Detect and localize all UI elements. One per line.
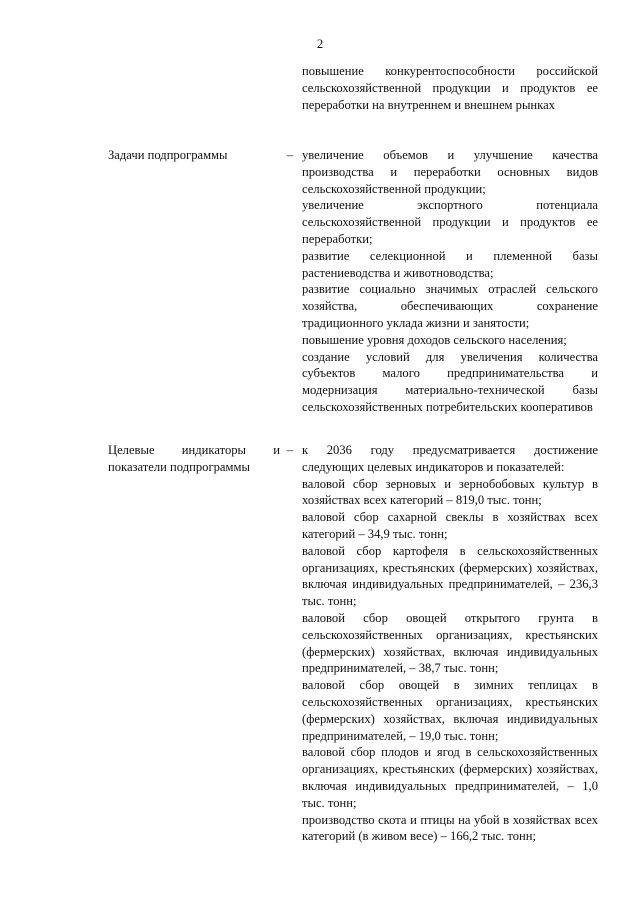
task-item: увеличение объемов и улучшение качества производства и переработки основных видов сельскохозяйственной продукции; (302, 148, 598, 196)
tasks-label: Задачи подпрограммы (108, 148, 228, 162)
indicator-item: валовой сбор овощей в зимних теплицах в сельскохозяйственных организациях, крестьянских (фермерских) хозяйствах, включая индивидуальных предпринимателей, – 19,0 тыс. тонн; (302, 678, 598, 743)
indicator-item: валовой сбор зерновых и зернобобовых культур в хозяйствах всех категорий – 819,0 тыс. тонн; (302, 476, 598, 508)
tasks-label-cell (108, 147, 280, 164)
indicators-label-cell (108, 442, 280, 476)
tasks-dash: – (286, 148, 294, 162)
task-item: повышение уровня доходов сельского населения; (302, 332, 567, 347)
indicators-list (302, 442, 598, 845)
task-item: развитие селекционной и племенной базы растениеводства и животноводства; (302, 248, 598, 280)
goal-continuation-cell (302, 63, 598, 113)
page-number: 2 (316, 37, 324, 51)
indicators-label: Целевые индикаторы и показатели подпрограммы (108, 443, 280, 474)
task-item: создание условий для увеличения количества субъектов малого предпринимательства и модернизация материально-технической базы сельскохозяйственных потребительских кооперативов (302, 349, 598, 414)
tasks-list (302, 147, 598, 416)
goal-continuation-text: повышение конкурентоспособности российской сельскохозяйственной продукции и продуктов ее переработки на внутреннем и внешнем рынках (302, 64, 598, 112)
indicator-item: валовой сбор картофеля в сельскохозяйственных организациях, крестьянских (фермерских) хозяйствах, включая индивидуальных предпринимателей, – 236,3 тыс. тонн; (302, 543, 598, 609)
task-item: увеличение экспортного потенциала сельскохозяйственной продукции и продуктов ее переработки; (302, 198, 598, 246)
task-item: развитие социально значимых отраслей сельского хозяйства, обеспечивающих сохранение традиционного уклада жизни и занятости; (302, 282, 598, 330)
indicator-item: производство скота и птицы на убой в хозяйствах всех категорий (в живом весе) – 166,2 тыс. тонн; (302, 812, 598, 844)
indicator-item: валовой сбор овощей открытого грунта в сельскохозяйственных организациях, крестьянских (фермерских) хозяйствах, включая индивидуальных предпринимателей, – 38,7 тыс. тонн; (302, 610, 598, 676)
indicator-item: к 2036 году предусматривается достижение следующих целевых индикаторов и показателей: (302, 443, 598, 474)
indicator-item: валовой сбор плодов и ягод в сельскохозяйственных организациях, крестьянских (фермерских) хозяйствах, включая индивидуальных предпринимателей, – 1,0 тыс. тонн; (302, 745, 598, 810)
indicator-item: валовой сбор сахарной свеклы в хозяйствах всех категорий – 34,9 тыс. тонн; (302, 510, 598, 541)
indicators-dash: – (286, 443, 294, 457)
